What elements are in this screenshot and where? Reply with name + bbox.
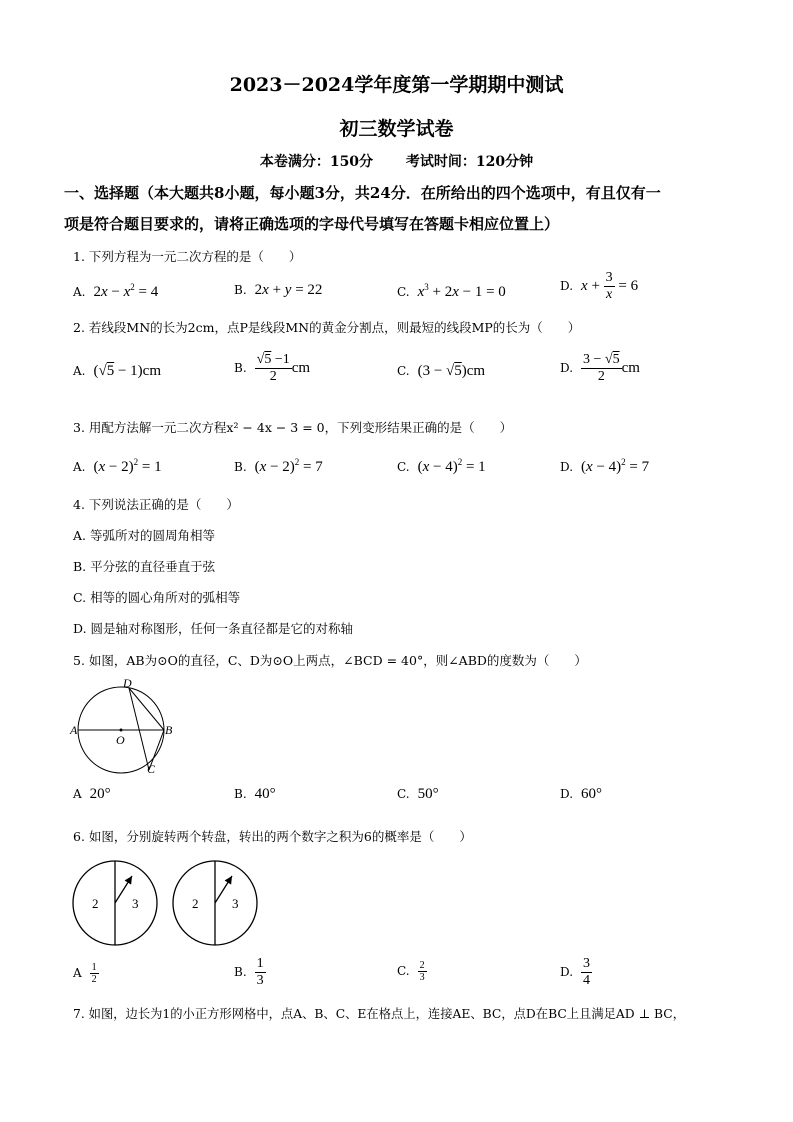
q5-b-math: 40° [254, 786, 276, 802]
q6-option-a[interactable]: A $\frac{1}{2}$ [73, 962, 97, 985]
q1-option-a[interactable]: A. $2x - x^2 = 4$ [73, 282, 159, 300]
label-o: O [116, 733, 125, 747]
q5-d-math: 60° [581, 786, 603, 802]
q6-b-math: $\frac{1}{3}$ [256, 956, 264, 988]
spinner-left-number-2: 2 [92, 896, 99, 911]
q4-option-d[interactable]: D. 圆是轴对称图形，任何一条直径都是它的对称轴 [73, 621, 354, 636]
q2-c-math: (3 − √5)cm [417, 363, 486, 379]
q3-option-d[interactable]: D. $(x - 4)^2 = 7$ [560, 457, 650, 475]
q1-option-c[interactable]: C. $x^3 + 2x - 1 = 0$ [397, 282, 506, 300]
q2-option-b[interactable]: B. $\frac{√5 -1}{2}$ cm [234, 352, 311, 384]
label-d: D [123, 676, 132, 690]
q3-b-math: $(x - 2)^2 = 7$ [254, 457, 323, 475]
q6-option-c[interactable]: C. $\frac{2}{3}$ [397, 960, 425, 983]
q2-option-d[interactable]: D. $\frac{3 - √5}{2}$ cm [560, 352, 640, 384]
q6-a-math: $\frac{1}{2}$ [91, 962, 97, 985]
question-4-stem: 4. 下列说法正确的是（ ） [73, 497, 239, 512]
exam-title: 2023－2024学年度第一学期期中测试 [229, 74, 564, 96]
spinner-left-number-3: 3 [132, 896, 139, 911]
q4-option-b[interactable]: B. 平分弦的直径垂直于弦 [73, 559, 216, 574]
arrow-icon [215, 876, 232, 903]
arrow-icon [115, 876, 132, 903]
q3-option-a[interactable]: A. $(x - 2)^2 = 1$ [73, 457, 162, 475]
q1-a-math: $2x - x^2 = 4$ [93, 282, 159, 300]
q5-option-b[interactable]: B. 40° [234, 786, 276, 802]
q3-a-math: $(x - 2)^2 = 1$ [93, 457, 162, 475]
q6-d-math: $\frac{3}{4}$ [583, 956, 591, 988]
q5-option-a[interactable]: A 20° [73, 786, 111, 802]
spinner-right [173, 861, 257, 945]
q6-c-math: $\frac{2}{3}$ [419, 960, 425, 983]
q5-option-c[interactable]: C. 50° [397, 786, 439, 802]
q5-option-d[interactable]: D. 60° [560, 786, 603, 802]
q1-d-math: x + $\frac{3}{x}$ = 6 [581, 270, 639, 302]
label-c: C [147, 762, 156, 776]
q2-d-math: $\frac{3 - √5}{2}$ cm [583, 352, 640, 384]
exam-subtitle: 初三数学试卷 [339, 118, 454, 140]
label-a: A [70, 723, 78, 737]
question-1-stem: 1. 下列方程为一元二次方程的是（ ） [73, 249, 302, 264]
question-7-stem: 7. 如图，边长为1的小正方形网格中，点A、B、C、E在格点上，连接AE、BC，点D在BC上且满足AD ⊥ BC， [73, 1007, 686, 1021]
q4-option-c[interactable]: C. 相等的圆心角所对的弧相等 [73, 590, 241, 605]
question-3-stem: 3. 用配方法解一元二次方程x² − 4x − 3 = 0，下列变形结果正确的是（ ） [73, 420, 513, 435]
center-dot [120, 729, 123, 732]
section-heading-line2: 项是符合题目要求的，请将正确选项的字母代号填写在答题卡相应位置上） [64, 215, 560, 233]
label-b: B [165, 723, 173, 737]
section-heading-line1: 一、选择题（本大题共8小题，每小题3分，共24分．在所给出的四个选项中，有且仅有一 [64, 184, 661, 202]
q1-c-math: $x^3 + 2x - 1 = 0$ [417, 282, 506, 300]
spinner-left [73, 861, 157, 945]
q4-option-a[interactable]: A. 等弧所对的圆周角相等 [73, 528, 215, 543]
q5-c-math: 50° [417, 786, 439, 802]
question-6-stem: 6. 如图，分别旋转两个转盘，转出的两个数字之积为6的概率是（ ） [73, 829, 472, 844]
spinner-right-number-2: 2 [192, 896, 199, 911]
spinner-right-number-3: 3 [232, 896, 239, 911]
q1-option-d[interactable]: D. x + $\frac{3}{x}$ = 6 [560, 270, 639, 302]
q6-option-d[interactable]: D. $\frac{3}{4}$ [560, 956, 591, 988]
question-2-stem: 2. 若线段MN的长为2cm，点P是线段MN的黄金分割点，则最短的线段MP的长为（ ） [73, 320, 581, 335]
q3-option-b[interactable]: B. $(x - 2)^2 = 7$ [234, 457, 323, 475]
q6-option-b[interactable]: B. $\frac{1}{3}$ [234, 956, 264, 988]
question-5-stem: 5. 如图，AB为⊙O的直径，C、D为⊙O上两点，∠BCD = 40°，则∠ABD的度数为（ ） [73, 653, 587, 668]
circle-figure [68, 676, 184, 776]
q2-b-math: $\frac{√5 -1}{2}$ cm [256, 352, 311, 384]
q3-option-c[interactable]: C. $(x - 4)^2 = 1$ [397, 457, 486, 475]
spinners-figure [70, 858, 270, 950]
exam-meta: 本卷满分：150分 考试时间：120分钟 [259, 154, 534, 170]
q3-d-math: $(x - 4)^2 = 7$ [581, 457, 650, 475]
q5-a-math: 20° [89, 786, 111, 802]
q1-option-b[interactable]: B. 2x + y = 22 [234, 282, 323, 298]
q3-c-math: $(x - 4)^2 = 1$ [417, 457, 486, 475]
math-text-equivalents [0, 0, 1, 1]
q1-b-math: 2x + y = 22 [254, 282, 323, 298]
q2-a-math: (√5 − 1)cm [93, 363, 161, 379]
q2-option-a[interactable]: A. (√5 − 1)cm [73, 363, 161, 379]
q2-option-c[interactable]: C. (3 − √5)cm [397, 363, 486, 379]
